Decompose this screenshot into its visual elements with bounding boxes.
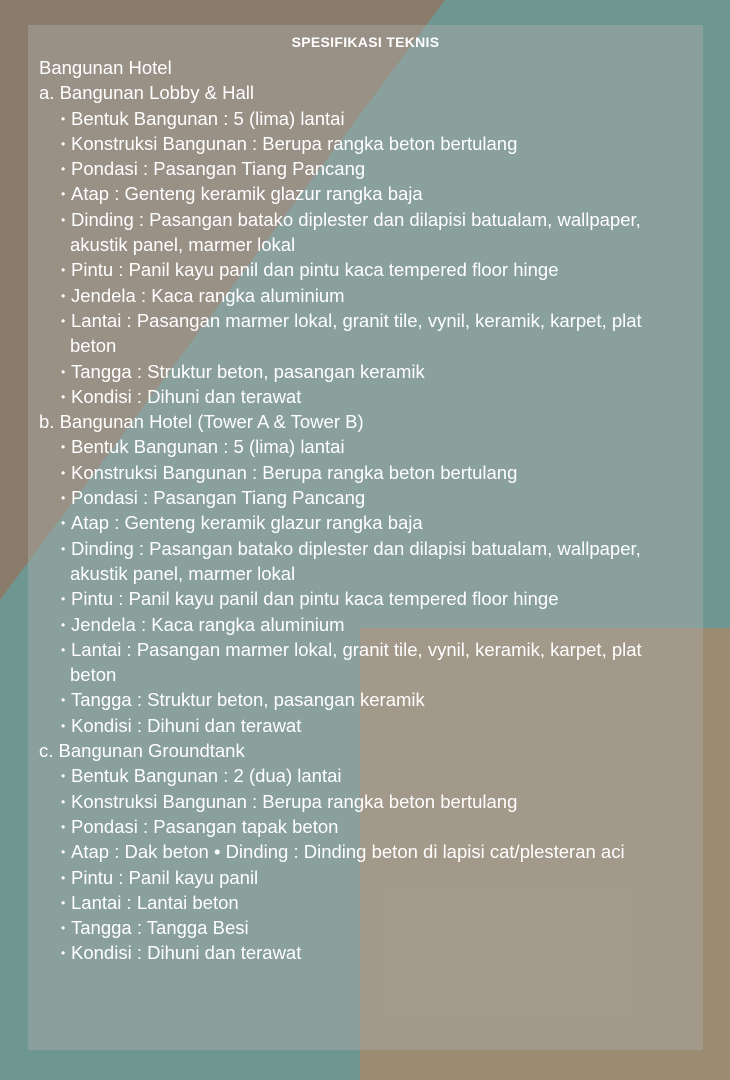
- bullet-icon: •: [61, 491, 66, 506]
- bullet-icon: •: [61, 111, 66, 126]
- bullet-icon: •: [61, 769, 66, 784]
- list-item: • Kondisi : Dihuni dan terawat: [39, 940, 699, 965]
- list-item: • Jendela : Kaca rangka aluminium: [39, 612, 699, 637]
- bullet-icon: •: [61, 389, 66, 404]
- list-item: • Atap : Genteng keramik glazur rangka baja: [39, 181, 699, 206]
- bullet-icon: •: [61, 895, 66, 910]
- bullet-icon: •: [61, 440, 66, 455]
- list-item: • Tangga : Struktur beton, pasangan keramik: [39, 687, 699, 712]
- list-item: • Pintu : Panil kayu panil: [39, 865, 699, 890]
- list-item-continuation: akustik panel, marmer lokal: [70, 562, 296, 584]
- bullet-icon: •: [61, 617, 66, 632]
- bullet-icon: •: [61, 136, 66, 151]
- bullet-icon: •: [61, 819, 66, 834]
- list-item: • Pintu : Panil kayu panil dan pintu kaca tempered floor hinge: [39, 586, 699, 611]
- list-item: • Tangga : Struktur beton, pasangan keramik: [39, 359, 699, 384]
- list-item: • Atap : Genteng keramik glazur rangka baja: [39, 510, 699, 535]
- list-item: • Atap : Dak beton • Dinding : Dinding beton di lapisi cat/plesteran aci: [39, 839, 699, 864]
- list-item: • Pondasi : Pasangan tapak beton: [39, 814, 699, 839]
- bullet-icon: •: [61, 642, 66, 657]
- bullet-icon: •: [61, 465, 66, 480]
- bullet-icon: •: [61, 212, 66, 227]
- list-item-continuation: beton: [70, 664, 117, 686]
- list-item: • Lantai : Pasangan marmer lokal, granit tile, vynil, keramik, karpet, plat: [39, 637, 699, 662]
- list-item-continuation: beton: [70, 335, 117, 357]
- section-b-label: b. Bangunan Hotel (Tower A & Tower B): [39, 411, 364, 433]
- list-item: • Lantai : Lantai beton: [39, 890, 699, 915]
- list-item: • Lantai : Pasangan marmer lokal, granit tile, vynil, keramik, karpet, plat: [39, 308, 699, 333]
- bullet-icon: •: [61, 364, 66, 379]
- list-item: • Bentuk Bangunan : 2 (dua) lantai: [39, 763, 699, 788]
- document-heading: Bangunan Hotel: [39, 57, 172, 78]
- bullet-icon: •: [61, 263, 66, 278]
- list-item: • Dinding : Pasangan batako diplester dan dilapisi batualam, wallpaper,: [39, 536, 699, 561]
- bullet-icon: •: [61, 794, 66, 809]
- list-item: • Tangga : Tangga Besi: [39, 915, 699, 940]
- list-item: • Konstruksi Bangunan : Berupa rangka beton bertulang: [39, 460, 699, 485]
- bullet-icon: •: [61, 592, 66, 607]
- bullet-icon: •: [61, 946, 66, 961]
- spec-list: [39, 55, 699, 966]
- bullet-icon: •: [61, 921, 66, 936]
- list-item: • Kondisi : Dihuni dan terawat: [39, 713, 699, 738]
- list-item: • Pondasi : Pasangan Tiang Pancang: [39, 485, 699, 510]
- bullet-icon: •: [61, 693, 66, 708]
- bullet-icon: •: [61, 870, 66, 885]
- list-item: • Bentuk Bangunan : 5 (lima) lantai: [39, 106, 699, 131]
- list-item: • Jendela : Kaca rangka aluminium: [39, 283, 699, 308]
- list-item: • Pondasi : Pasangan Tiang Pancang: [39, 156, 699, 181]
- spec-document: [28, 25, 703, 1050]
- page-title: SPESIFIKASI TEKNIS: [291, 34, 440, 50]
- list-item-continuation: akustik panel, marmer lokal: [70, 234, 296, 256]
- bullet-icon: •: [61, 313, 66, 328]
- list-item: • Konstruksi Bangunan : Berupa rangka beton bertulang: [39, 131, 699, 156]
- bullet-icon: •: [61, 541, 66, 556]
- bullet-icon: •: [61, 845, 66, 860]
- bullet-icon: •: [61, 288, 66, 303]
- list-item: • Konstruksi Bangunan : Berupa rangka beton bertulang: [39, 789, 699, 814]
- list-item: • Bentuk Bangunan : 5 (lima) lantai: [39, 434, 699, 459]
- bullet-icon: •: [61, 516, 66, 531]
- section-c-label: c. Bangunan Groundtank: [39, 740, 245, 762]
- bullet-icon: •: [61, 718, 66, 733]
- bullet-icon: •: [61, 162, 66, 177]
- section-a-label: a. Bangunan Lobby & Hall: [39, 82, 254, 104]
- bullet-icon: •: [61, 187, 66, 202]
- list-item: • Kondisi : Dihuni dan terawat: [39, 384, 699, 409]
- list-item: • Dinding : Pasangan batako diplester dan dilapisi batualam, wallpaper,: [39, 207, 699, 232]
- list-item: • Pintu : Panil kayu panil dan pintu kaca tempered floor hinge: [39, 257, 699, 282]
